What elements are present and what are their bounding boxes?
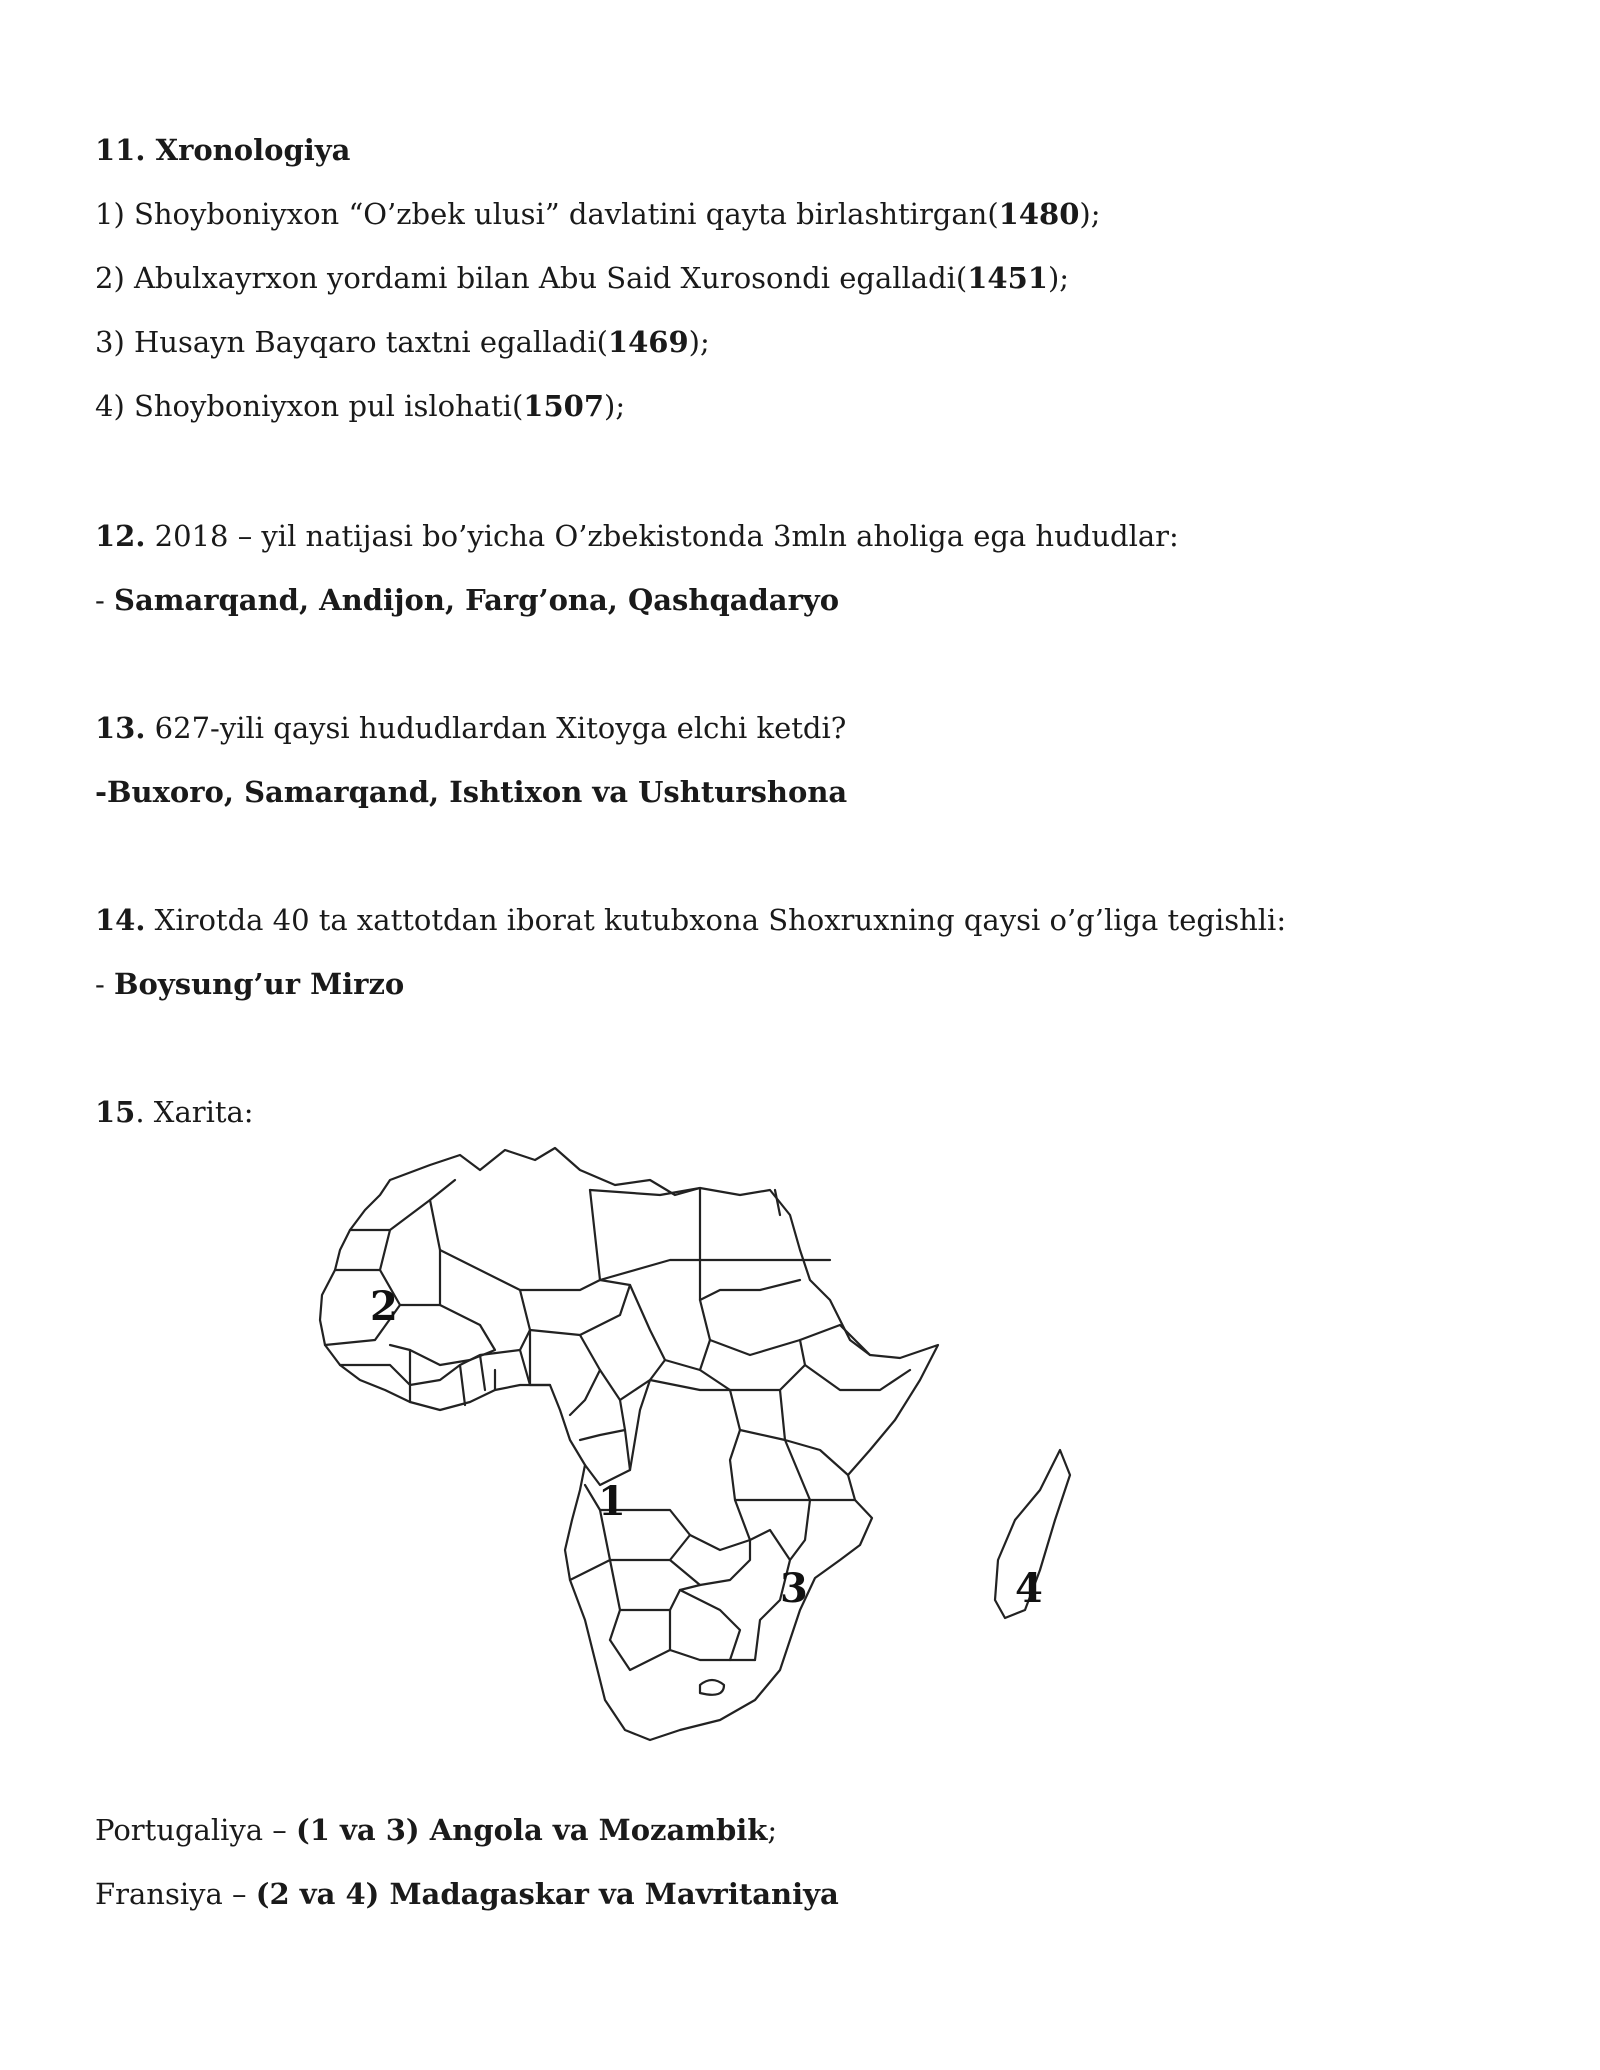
q11-heading <box>95 132 350 168</box>
border-sudan <box>700 1280 840 1355</box>
q13-question: 13. 627-yili qaysi hududlardan Xitoyga elchi ketdi? <box>95 711 847 745</box>
q14-answer: - Boysung’ur Mirzo <box>95 967 405 1001</box>
q15-answer-france: Fransiya – (2 va 4) Madagaskar va Mavritaniya <box>95 1877 839 1911</box>
q11-item-2: 2) Abulxayrxon yordami bilan Abu Said Xurosondi egalladi(1451); <box>95 261 1070 295</box>
map-label-3: 3 <box>780 1565 808 1612</box>
q11-number: 11. <box>95 133 146 167</box>
map-label-2: 2 <box>370 1283 398 1330</box>
q15-number: 15 <box>95 1095 136 1129</box>
map-label-4: 4 <box>1015 1565 1043 1612</box>
border-chad <box>630 1260 710 1370</box>
map-label-1: 1 <box>598 1478 626 1525</box>
q11-year-4: 1507 <box>523 389 604 423</box>
border-morocco <box>350 1180 455 1230</box>
lesotho <box>700 1680 724 1695</box>
q13-number: 13. <box>95 711 146 745</box>
border-niger <box>520 1280 630 1335</box>
border-nigeria <box>530 1330 600 1415</box>
q11-item-1: 1) Shoyboniyxon “O’zbek ulusi” davlatini qayta birlashtirgan(1480); <box>95 197 1101 231</box>
border-algeria <box>430 1190 600 1290</box>
africa-map <box>280 1140 1120 1780</box>
africa-outline <box>320 1148 938 1740</box>
q11-title: Xronologiya <box>155 133 351 167</box>
border-congo <box>585 1430 630 1485</box>
border-cameroon <box>580 1370 625 1440</box>
border-south-sudan <box>700 1340 805 1390</box>
border-angola <box>570 1510 690 1580</box>
q11-year-3: 1469 <box>607 325 689 359</box>
border-east-africa <box>735 1390 855 1500</box>
q11-item-4: 4) Shoyboniyxon pul islohati(1507); <box>95 389 626 423</box>
africa-map-drawing <box>280 1140 1120 1780</box>
q12-answer: - Samarqand, Andijon, Farg’ona, Qashqadaryo <box>95 583 840 617</box>
border-egypt <box>700 1190 830 1260</box>
border-namibia <box>610 1560 700 1640</box>
border-libya <box>590 1188 700 1280</box>
q15-heading: 15. Xarita: <box>95 1095 254 1129</box>
q12-number: 12. <box>95 519 146 553</box>
q11-year-2: 1451 <box>967 261 1048 295</box>
q15-answer-portugal: Portugaliya – (1 va 3) Angola va Mozambik; <box>95 1813 778 1847</box>
border-botswana <box>670 1590 740 1660</box>
q12-question: 12. 2018 – yil natijasi bo’yicha O’zbekistonda 3mln aholiga ega hududlar: <box>95 519 1179 553</box>
q13-answer: -Buxoro, Samarqand, Ishtixon va Ushturshona <box>95 775 848 809</box>
q11-item-3: 3) Husayn Bayqaro taxtni egalladi(1469); <box>95 325 710 359</box>
q11-year-1: 1480 <box>998 197 1080 231</box>
q14-number: 14. <box>95 903 146 937</box>
q14-question: 14. Xirotda 40 ta xattotdan iborat kutubxona Shoxruxning qaysi o’g’liga tegishli: <box>95 903 1287 937</box>
